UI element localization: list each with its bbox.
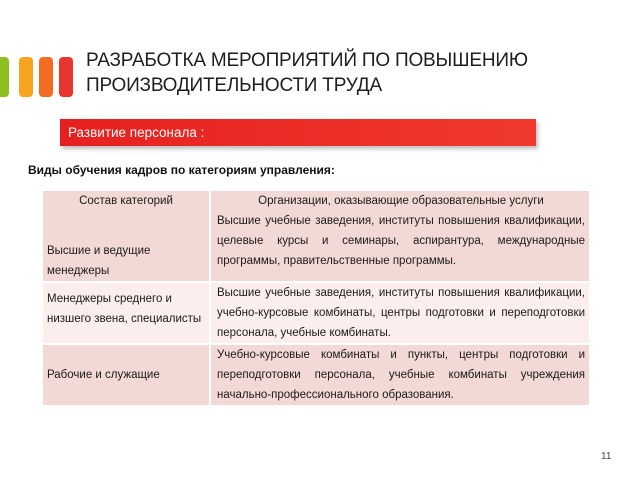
decor-bar-orange [39, 57, 53, 97]
category-label: Рабочие и служащие [47, 369, 160, 381]
category-cell [43, 191, 210, 282]
section-banner: Развитие персонала : [60, 119, 536, 146]
organizations-text: Высшие учебные заведения, институты повышения квалификации, учебно-курсовые комбинаты, центры подготовки и переподготовки персонала, учебные комбинаты. [217, 287, 585, 339]
slide-title [86, 48, 606, 98]
decor-bar-green [0, 57, 9, 97]
table-row [43, 282, 589, 344]
category-label: Менеджеры среднего и низшего звена, специалисты [47, 293, 202, 325]
category-cell [43, 344, 210, 405]
organizations-cell [210, 344, 589, 405]
table-row [43, 344, 589, 405]
organizations-text: Учебно-курсовые комбинаты и пункты, центры подготовки и переподготовки персонала, учебные комбинаты учреждения начально-профессионального образования. [217, 349, 585, 401]
category-cell [43, 282, 210, 344]
organizations-cell [210, 282, 589, 344]
column-header-categories: Состав категорий [79, 195, 173, 207]
table-row [43, 191, 589, 282]
column-header-organizations: Организации, оказывающие образовательные услуги [258, 195, 544, 207]
category-label: Высшие и ведущие менеджеры [47, 245, 151, 277]
slide-title-line-2: ПРОИЗВОДИТЕЛЬНОСТИ ТРУДА [86, 75, 382, 96]
decor-bar-red [59, 57, 73, 97]
organizations-text: Высшие учебные заведения, институты повышения квалификации, целевые курсы и семинары, аспирантура, международные программы, правительственные программы. [217, 215, 585, 267]
slide-title-line-1: РАЗРАБОТКА МЕРОПРИЯТИЙ ПО ПОВЫШЕНИЮ [86, 50, 528, 71]
page-number: 11 [601, 451, 612, 462]
table-caption: Виды обучения кадров по категориям управления: [28, 163, 335, 177]
decor-bar-yellow [19, 57, 33, 97]
organizations-cell [210, 191, 589, 282]
training-table [43, 191, 589, 405]
